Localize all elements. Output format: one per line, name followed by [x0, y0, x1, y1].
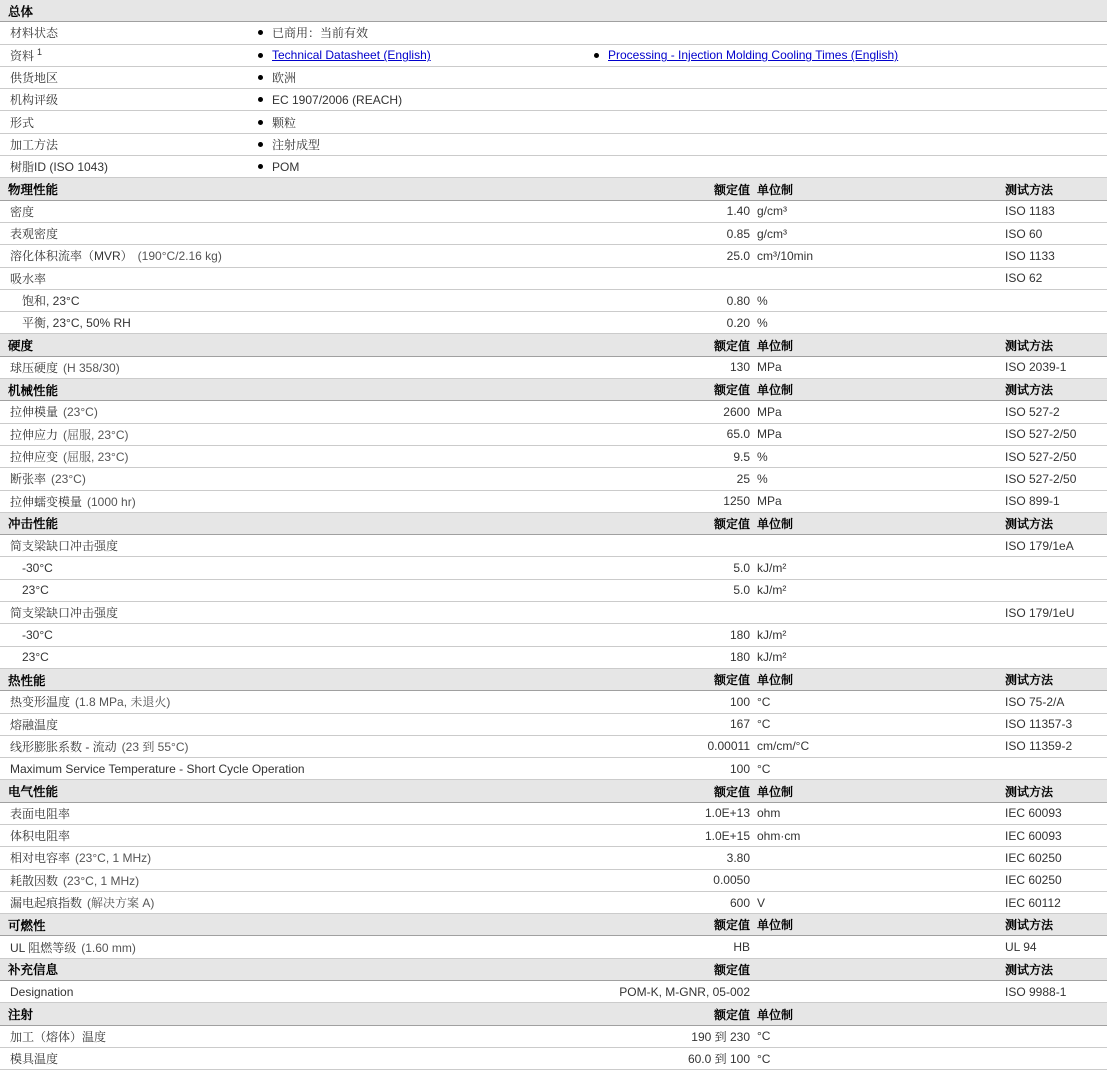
test-method-column-header: 测试方法: [1005, 918, 1054, 933]
test-method: ISO 1133: [1005, 248, 1055, 263]
property-value: POM: [272, 159, 300, 174]
property-label: 简支梁缺口冲击强度: [10, 539, 119, 554]
property-label: 吸水率: [10, 271, 47, 286]
unit: kJ/m²: [757, 561, 787, 576]
test-method: ISO 527-2: [1005, 404, 1060, 419]
property-label: 模具温度: [10, 1052, 59, 1067]
property-row: [0, 825, 1107, 847]
unit-system-column-header: 单位制: [757, 338, 794, 353]
property-label: 简支梁缺口冲击强度: [10, 606, 119, 621]
rated-value-column-header: 额定值: [713, 1007, 750, 1022]
processing-cooling-times-link[interactable]: Processing - Injection Molding Cooling Times (English): [608, 48, 899, 63]
property-label: 熔融温度: [10, 717, 59, 732]
section-header-row: [0, 1003, 1107, 1025]
test-method: ISO 11359-2: [1005, 739, 1073, 754]
property-label: 加工（熔体）温度: [10, 1029, 107, 1044]
property-condition: (解决方案 A): [87, 896, 155, 911]
property-condition: (H 358/30): [63, 360, 120, 375]
rated-value: 3.80: [726, 850, 750, 865]
test-method: UL 94: [1005, 940, 1037, 955]
rated-value: 130: [729, 360, 750, 375]
rated-value: 1.40: [726, 204, 750, 219]
rated-value: HB: [733, 940, 750, 955]
property-condition: (1000 hr): [87, 494, 136, 509]
test-method-column-header: 测试方法: [1005, 673, 1054, 688]
property-row: [0, 290, 1107, 312]
property-row: [0, 892, 1107, 914]
rated-value: 100: [729, 761, 750, 776]
rated-value: 180: [729, 650, 750, 665]
unit: kJ/m²: [757, 627, 787, 642]
property-label: UL 阻燃等级: [10, 940, 77, 955]
property-label: 供货地区: [10, 71, 59, 86]
property-row: [0, 691, 1107, 713]
property-label: 树脂ID (ISO 1043): [10, 160, 109, 175]
test-method: ISO 527-2/50: [1005, 427, 1077, 442]
bullet-icon: [258, 30, 263, 35]
bullet-icon: [258, 97, 263, 102]
property-sections: [0, 178, 1107, 1070]
unit: MPa: [757, 404, 782, 419]
property-row: [0, 580, 1107, 602]
test-method: ISO 9988-1: [1005, 984, 1067, 999]
property-label: -30°C: [22, 627, 53, 642]
property-label: -30°C: [22, 561, 53, 576]
test-method: ISO 1183: [1005, 204, 1055, 219]
section-header-row: [0, 513, 1107, 535]
section-title: 硬度: [8, 339, 34, 354]
property-condition: (190°C/2.16 kg): [137, 249, 222, 264]
rated-value-column-header: 额定值: [713, 918, 750, 933]
section-title: 电气性能: [8, 785, 59, 800]
bullet-icon: [258, 120, 263, 125]
test-method: IEC 60112: [1005, 895, 1061, 910]
test-method-column-header: 测试方法: [1005, 784, 1054, 799]
unit: °C: [757, 717, 771, 732]
property-row-material-status: [0, 22, 1107, 44]
rated-value: 167: [729, 717, 750, 732]
property-label: 23°C: [22, 583, 49, 598]
section-title: 热性能: [8, 673, 46, 688]
property-label: 23°C: [22, 650, 49, 665]
property-condition: (屈服, 23°C): [63, 427, 129, 442]
section-header-row: [0, 914, 1107, 936]
rated-value: 0.20: [726, 315, 750, 330]
property-row: [0, 870, 1107, 892]
test-method: IEC 60250: [1005, 873, 1062, 888]
unit: g/cm³: [757, 204, 787, 219]
property-row-processing-method: [0, 134, 1107, 156]
section-header-row: [0, 669, 1107, 691]
property-label: 饱和, 23°C: [22, 294, 80, 308]
test-method: ISO 2039-1: [1005, 360, 1067, 375]
property-row-form: [0, 111, 1107, 133]
unit-system-column-header: 单位制: [757, 673, 794, 688]
unit-system-column-header: 单位制: [757, 383, 794, 398]
property-row: [0, 312, 1107, 334]
section-title: 补充信息: [8, 963, 59, 978]
property-value: 注射成型: [272, 137, 321, 152]
rated-value: 5.0: [733, 583, 750, 598]
rated-value-column-header: 额定值: [713, 182, 750, 197]
test-method-column-header: 测试方法: [1005, 338, 1054, 353]
technical-datasheet-link[interactable]: Technical Datasheet (English): [272, 48, 431, 63]
property-condition: (屈服, 23°C): [63, 450, 129, 465]
unit: kJ/m²: [757, 583, 787, 598]
property-row-availability: [0, 67, 1107, 89]
bullet-icon: [258, 142, 263, 147]
property-value: 欧洲: [272, 71, 297, 86]
rated-value: 190 到 230: [691, 1029, 750, 1044]
unit: ohm·cm: [757, 828, 801, 843]
test-method: IEC 60093: [1005, 806, 1062, 821]
property-condition: (1.8 MPa, 未退火): [75, 695, 171, 710]
property-label: 资料: [10, 48, 35, 63]
property-label: 密度: [10, 204, 35, 219]
unit: MPa: [757, 360, 782, 375]
unit: %: [757, 293, 768, 308]
rated-value-column-header: 额定值: [713, 784, 750, 799]
section-title: 总体: [8, 4, 34, 19]
rated-value: 600: [729, 895, 750, 910]
unit: MPa: [757, 427, 782, 442]
test-method-column-header: 测试方法: [1005, 962, 1054, 977]
property-label: 拉伸蠕变模量: [10, 494, 83, 509]
property-label: 材料状态: [10, 26, 59, 41]
property-row: [0, 424, 1107, 446]
property-value: 已商用：当前有效: [272, 26, 369, 41]
property-row: [0, 557, 1107, 579]
property-condition: (23 到 55°C): [121, 739, 189, 754]
rated-value: 9.5: [733, 449, 750, 464]
unit: °C: [757, 761, 771, 776]
rated-value: POM-K, M-GNR, 05-002: [619, 984, 750, 999]
unit-system-column-header: 单位制: [757, 516, 794, 531]
property-row: [0, 847, 1107, 869]
test-method: ISO 75-2/A: [1005, 694, 1065, 709]
unit: MPa: [757, 494, 782, 509]
property-label: 加工方法: [10, 137, 59, 152]
property-label: 拉伸应变: [10, 450, 59, 465]
rated-value-column-header: 额定值: [713, 338, 750, 353]
unit: %: [757, 449, 768, 464]
rated-value: 0.00011: [707, 739, 750, 754]
property-label: 表面电阻率: [10, 806, 71, 821]
test-method: ISO 60: [1005, 226, 1043, 241]
property-row: [0, 245, 1107, 267]
rated-value: 1.0E+15: [704, 828, 750, 843]
rated-value: 25: [736, 471, 750, 486]
unit: g/cm³: [757, 226, 787, 241]
property-condition: (23°C, 1 MHz): [63, 873, 140, 888]
unit: °C: [757, 694, 771, 709]
property-label: 断张率: [10, 472, 47, 487]
property-value: EC 1907/2006 (REACH): [272, 92, 403, 107]
unit-system-column-header: 单位制: [757, 1007, 794, 1022]
property-row: [0, 624, 1107, 646]
property-row: [0, 535, 1107, 557]
bullet-icon: [594, 53, 599, 58]
bullet-icon: [258, 75, 263, 80]
property-row: [0, 201, 1107, 223]
property-label: 相对电容率: [10, 851, 71, 866]
property-condition: (23°C): [63, 405, 98, 420]
property-row: [0, 758, 1107, 780]
property-row: [0, 803, 1107, 825]
test-method: ISO 527-2/50: [1005, 449, 1077, 464]
property-label: Maximum Service Temperature - Short Cycle Operation: [10, 761, 305, 776]
rated-value: 100: [729, 694, 750, 709]
property-row: [0, 446, 1107, 468]
property-label: 拉伸模量: [10, 405, 59, 420]
unit: %: [757, 315, 768, 330]
property-row: [0, 647, 1107, 669]
property-label: 平衡, 23°C, 50% RH: [22, 316, 131, 331]
rated-value: 0.85: [726, 226, 750, 241]
rated-value: 0.0050: [713, 873, 750, 888]
property-label: Designation: [10, 984, 74, 999]
property-row: [0, 936, 1107, 958]
property-row: [0, 981, 1107, 1003]
section-title: 注射: [8, 1008, 34, 1022]
test-method-column-header: 测试方法: [1005, 182, 1054, 197]
rated-value: 65.0: [726, 427, 750, 442]
section-header-row: [0, 334, 1107, 356]
unit: °C: [757, 1029, 771, 1044]
property-label: 热变形温度: [10, 695, 71, 710]
section-title: 物理性能: [8, 183, 59, 198]
section-title: 可燃性: [8, 918, 46, 933]
rated-value: 5.0: [733, 561, 750, 576]
property-row: [0, 468, 1107, 490]
unit: kJ/m²: [757, 650, 787, 665]
section-header-row: [0, 178, 1107, 200]
rated-value: 1250: [723, 494, 750, 509]
test-method-column-header: 测试方法: [1005, 516, 1054, 531]
property-row: [0, 491, 1107, 513]
test-method: IEC 60093: [1005, 828, 1062, 843]
rated-value: 1.0E+13: [704, 806, 750, 821]
rated-value-column-header: 额定值: [713, 383, 750, 398]
section-header-row: [0, 959, 1107, 981]
property-condition: (1.60 mm): [81, 940, 136, 955]
rated-value-column-header: 额定值: [713, 516, 750, 531]
test-method-column-header: 测试方法: [1005, 383, 1054, 398]
unit-system-column-header: 单位制: [757, 784, 794, 799]
bullet-icon: [258, 164, 263, 169]
unit: V: [757, 895, 766, 910]
section-header-row: [0, 379, 1107, 401]
property-label: 线形膨胀系数 - 流动: [10, 739, 117, 754]
unit: ohm: [757, 806, 781, 821]
property-row: [0, 357, 1107, 379]
section-title: 冲击性能: [8, 517, 59, 532]
rated-value-column-header: 额定值: [713, 673, 750, 688]
test-method: ISO 179/1eA: [1005, 538, 1074, 553]
rated-value: 60.0 到 100: [687, 1052, 750, 1067]
footnote-marker: 1: [37, 46, 43, 57]
property-row: [0, 736, 1107, 758]
property-label: 球压硬度: [10, 360, 59, 375]
property-row-documents: [0, 45, 1107, 67]
unit-system-column-header: 单位制: [757, 182, 794, 197]
test-method: ISO 11357-3: [1005, 717, 1073, 732]
unit: cm³/10min: [757, 248, 814, 263]
property-condition: (23°C, 1 MHz): [75, 851, 152, 866]
bullet-icon: [258, 53, 263, 58]
property-row: [0, 602, 1107, 624]
property-row: [0, 401, 1107, 423]
unit: %: [757, 471, 768, 486]
property-condition: (23°C): [51, 472, 86, 487]
section-header-row: [0, 780, 1107, 802]
test-method: ISO 899-1: [1005, 494, 1060, 509]
rated-value: 180: [729, 627, 750, 642]
rated-value: 25.0: [726, 248, 750, 263]
unit: °C: [757, 1051, 771, 1066]
rated-value: 2600: [723, 404, 750, 419]
test-method: ISO 179/1eU: [1005, 605, 1075, 620]
property-label: 形式: [10, 115, 35, 130]
property-row: [0, 223, 1107, 245]
property-row: [0, 714, 1107, 736]
property-label: 耗散因数: [10, 873, 59, 888]
property-row: [0, 1026, 1107, 1048]
unit: cm/cm/°C: [757, 739, 810, 754]
rated-value-column-header: 额定值: [713, 962, 750, 977]
property-label: 机构评级: [10, 93, 59, 108]
unit-system-column-header: 单位制: [757, 918, 794, 933]
test-method: IEC 60250: [1005, 850, 1062, 865]
property-label: 拉伸应力: [10, 427, 59, 442]
section-title: 机械性能: [8, 383, 59, 398]
test-method: ISO 62: [1005, 271, 1043, 286]
property-row-agency-rating: [0, 89, 1107, 111]
property-label: 表观密度: [10, 227, 59, 242]
test-method: ISO 527-2/50: [1005, 471, 1077, 486]
property-row: [0, 1048, 1107, 1070]
property-row: [0, 268, 1107, 290]
property-row-resin-id: [0, 156, 1107, 178]
property-label: 漏电起痕指数: [10, 896, 83, 911]
section-header-general: [0, 0, 1107, 22]
property-label: 溶化体积流率（MVR）: [10, 249, 133, 264]
rated-value: 0.80: [726, 293, 750, 308]
property-value: 颗粒: [272, 115, 297, 130]
property-label: 体积电阻率: [10, 829, 71, 844]
